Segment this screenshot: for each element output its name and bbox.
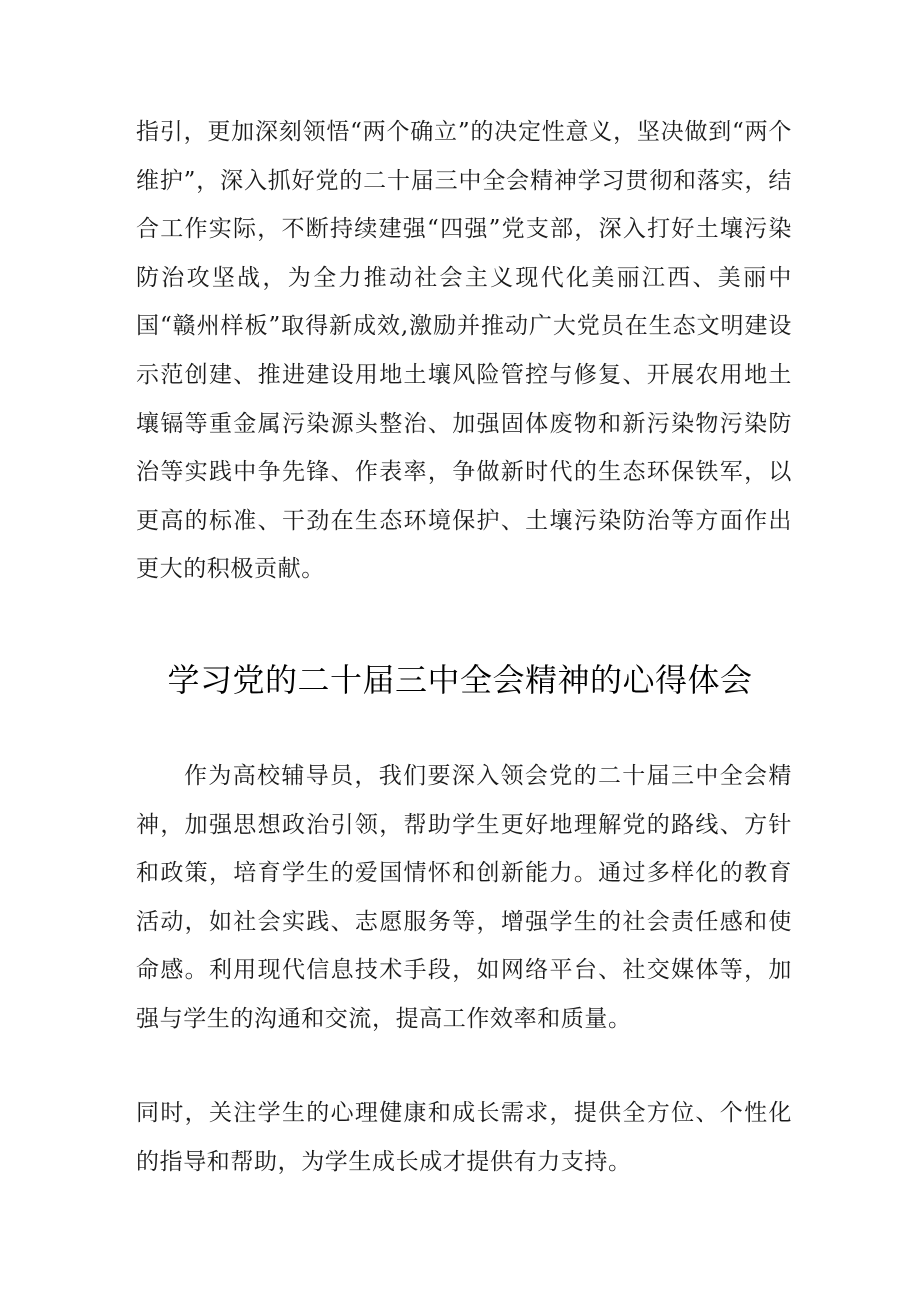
body-paragraph-continued: 指引，更加深刻领悟“两个确立”的决定性意义，坚决做到“两个维护”，深入抓好党的二十届三中全会精神学习贯彻和落实，结合工作实际，不断持续建强“四强”党支部，深入打好土壤污染防治攻坚战，为全力推动社会主义现代化美丽江西、美丽中国“赣州样板”取得新成效,激励并推动广大党员在生态文明建设示范创建、推进建设用地土壤风险管控与修复、开展农用地土壤镉等重金属污染源头整治、加强固体废物和新污染物污染防治等实践中争先锋、作表率，争做新时代的生态环保铁军，以更高的标准、干劲在生态环境保护、土壤污染防治等方面作出更大的积极贡献。 <box>136 119 792 583</box>
section-heading: 学习党的二十届三中全会精神的心得体会 <box>167 661 753 699</box>
body-paragraph-mental-health: 同时，关注学生的心理健康和成长需求，提供全方位、个性化的指导和帮助，为学生成长成才提供有力支持。 <box>136 1100 792 1175</box>
body-paragraph-counselor: 作为高校辅导员，我们要深入领会党的二十届三中全会精神，加强思想政治引领，帮助学生更好地理解党的路线、方针和政策，培育学生的爱国情怀和创新能力。通过多样化的教育活动，如社会实践、志愿服务等，增强学生的社会责任感和使命感。利用现代信息技术手段，如网络平台、社交媒体等，加强与学生的沟通和交流，提高工作效率和质量。 <box>136 763 792 1032</box>
